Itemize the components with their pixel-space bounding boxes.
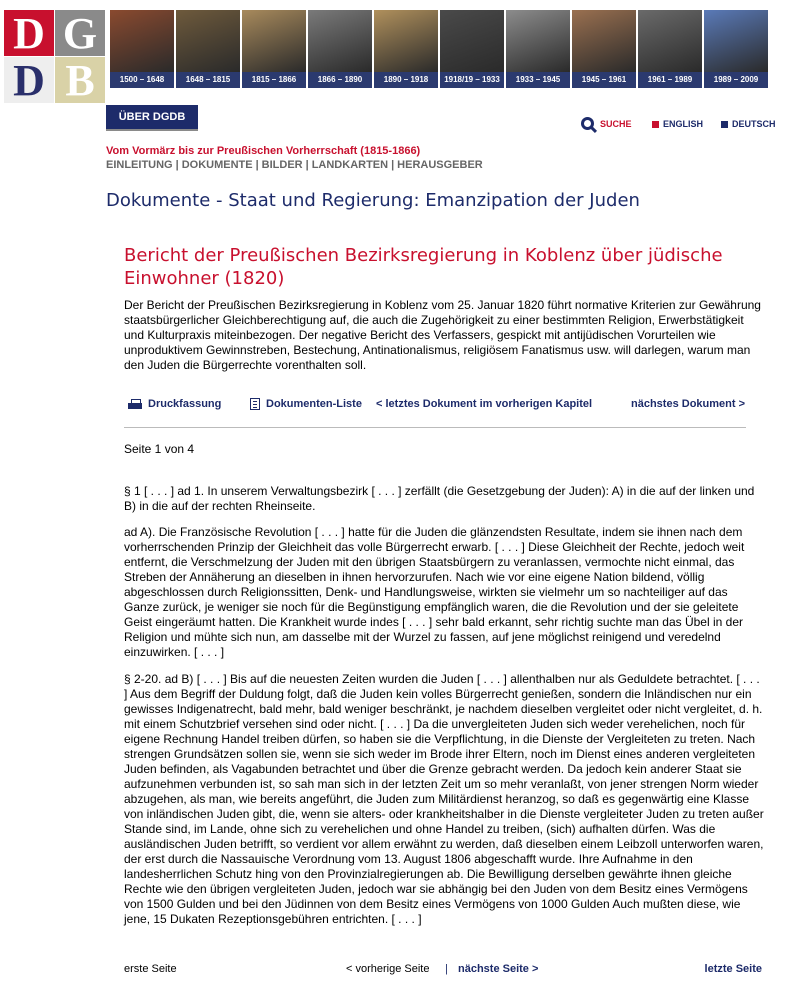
era-image <box>110 10 174 72</box>
document-introduction: Der Bericht der Preußischen Bezirksregierung in Koblenz vom 25. Januar 1820 führt normative Kriterien zur Gewährung staatsbürgerlicher Gleichberechtigung auf, die auch die Zugehörigkeit zu einer bestimmten Religion, Erwerbstätigkeit und Kulturpraxis miteinbezogen. Der negative Bericht des Verfassers, gespickt mit antijüdischen Vorurteilen wie unproduktivem Gewinnstreben, Bestechung, Antinationalismus, religiösem Fanatismus usw. will darlegen, warum man den Juden die Bürgerrechte vorenthalten soll. <box>124 298 761 372</box>
era-label: 1933 – 1945 <box>506 72 570 88</box>
pager-separator: | <box>445 963 448 975</box>
search-icon <box>581 117 594 130</box>
document-list-label: Dokumenten-Liste <box>266 398 362 410</box>
document-paragraph: ad A). Die Französische Revolution [ . . . ] hatte für die Juden die glänzendsten Resultate, indem sie ihnen nach dem vorherrschenden Prinzip der Gleichheit das volle Bürgerrecht erwarb. [ . . . ] Diese Gleichheit der Rechte, jedoch weit entfernt, die Verschmelzung der Juden mit den übrigen Staatsbürgern zu veranlassen, vermochte nicht einmal, das Streben der Annäherung an dieselben in ihnen hervorzurufen. Nach wie vor eine eigene Nation bildend, völlig abgeschlossen durch Religionssitten, Denk- und Handlungsweise, wirkten sie vielmehr um so nachteiliger auf das Ganze zurück, je weniger sie noch für die Begünstigung empfänglich waren, die die Revolution und der sie geleitete Geist eingeräumt hatten. Die Krankheit wurde indes [ . . . ] sehr bald erkannt, sehr richtig suchte man das Übel in der Religion und mühte sich nun, am dasselbe mit der Wurzel zu fassen, auf jene möglichst reinigend und veredelnd einzuwirken. [ . . . ] <box>124 525 745 659</box>
era-label: 1945 – 1961 <box>572 72 636 88</box>
era-tab-1866-1890[interactable] <box>308 10 372 88</box>
square-bullet-icon <box>652 121 659 128</box>
subnav-bilder[interactable]: BILDER <box>261 159 303 171</box>
language-english-link[interactable] <box>652 119 703 129</box>
section-subnav <box>106 159 483 171</box>
era-label: 1918/19 – 1933 <box>440 72 504 88</box>
document-list-icon <box>250 398 260 410</box>
language-english-label: ENGLISH <box>663 119 704 129</box>
era-label: 1815 – 1866 <box>242 72 306 88</box>
era-label: 1866 – 1890 <box>308 72 372 88</box>
logo-letter-d1: D <box>4 10 54 56</box>
era-image <box>242 10 306 72</box>
first-page-link: erste Seite <box>124 963 177 975</box>
print-version-link[interactable] <box>128 398 221 410</box>
era-image <box>506 10 570 72</box>
era-label: 1890 – 1918 <box>374 72 438 88</box>
era-tab-1961-1989[interactable] <box>638 10 702 88</box>
era-tab-1815-1866[interactable] <box>242 10 306 88</box>
next-document-link[interactable] <box>631 398 745 410</box>
document-list-link[interactable] <box>250 398 362 410</box>
logo-letter-b: B <box>55 57 105 103</box>
era-navigation <box>110 10 768 88</box>
era-tab-1890-1918[interactable] <box>374 10 438 88</box>
era-tab-1648-1815[interactable] <box>176 10 240 88</box>
language-german-link[interactable] <box>721 119 776 129</box>
page-indicator: Seite 1 von 4 <box>124 442 195 456</box>
era-image <box>374 10 438 72</box>
next-document-label: nächstes Dokument > <box>631 398 746 410</box>
era-tab-1989-2009[interactable] <box>704 10 768 88</box>
era-tab-1918-1933[interactable] <box>440 10 504 88</box>
era-image <box>704 10 768 72</box>
subnav-separator: | <box>391 159 395 171</box>
page-title: Dokumente - Staat und Regierung: Emanzipation der Juden <box>106 190 640 211</box>
document-paragraph: § 2-20. ad B) [ . . . ] Bis auf die neuesten Zeiten wurden die Juden [ . . . ] allenthalben nur als Geduldete betrachtet. [ . . . ] Aus dem Begriff der Duldung folgt, daß die Juden kein volles Bürgerrecht genießen, sondern die Inländischen nur ein gewisses Indigenatrecht, bald mehr, bald weniger beschränkt, je nachdem dieselben vergleitet oder nicht vergleitet, d. h. mit einem Schutzbrief versehen sind oder nicht. [ . . . ] Da die unvergleiteten Juden sich weder verehelichen, noch für eigene Rechnung Handel treiben dürfen, so haben sie die Verpflichtung, in die Dienste der Vergleiteten zu treten. Nach strengen Grundsätzen sollen sie, wenn sie sich weder im Brode ihrer Eltern, noch im Dienst eines anderen vergleiteten Juden befinden, als Vagabunden betrachtet und über die Grenze gebracht werden. Da jedoch kein anderer Staat sie aufzunehmen verbunden ist, so sah man sich in der letzten Zeit um so mehr veranlaßt, von jener strengen Norm wieder abzugehen, als man, wie bereits angeführt, die Juden zum Militärdienst heranzog, so daß es gegenwärtig eine Klasse von inländischen Juden gibt, die, wenn sie alters- oder krankheitshalber in die Dienste vergleiteter Juden zu treten außer Stande sind, im Lande, ohne sich zu verehelichen und ohne Handel zu treiben, (sich) aufhalten dürfen. Was die ausländischen Juden betrifft, so verdient vor allem erwähnt zu werden, daß dieselben einem Leibzoll unterworfen waren, der erst durch die Nassauische Verordnung vom 13. August 1806 abgeschafft wurde. Ihre Aufnahme in den landesherrlichen Schutz hing von den Provinzialregierungen ab. Die Bewilligung derselben gewährte ihnen gleiche Rechte wie den übrigen vergleiteten Juden, jedoch war sie abhängig bei den Juden von dem Besitz eines Vermögens von 1500 Gulden und bei den Jüdinnen von dem Besitz eines Vermögens von 1000 Gulden Auch mußten diese, wie jene, 15 Dukaten Rezeptionsgebühren entrichten. [ . . . ] <box>124 672 764 926</box>
previous-document-label: < letztes Dokument im vorherigen Kapitel <box>376 398 593 410</box>
era-image <box>308 10 372 72</box>
subnav-landkarten[interactable]: LANDKARTEN <box>311 159 389 171</box>
subnav-dokumente[interactable]: DOKUMENTE <box>181 159 253 171</box>
print-version-label: Druckfassung <box>148 398 222 410</box>
period-title: Vom Vormärz bis zur Preußischen Vorherrschaft (1815-1866) <box>106 145 421 157</box>
next-page-link[interactable]: nächste Seite > <box>458 963 539 975</box>
era-tab-1500-1648[interactable] <box>110 10 174 88</box>
document-paragraph: § 1 [ . . . ] ad 1. In unserem Verwaltungsbezirk [ . . . ] zerfällt (die Gesetzgebung der Juden): A) in die auf der linken und B) in die auf der rechten Rheinseite. <box>124 484 755 513</box>
era-label: 1500 – 1648 <box>110 72 174 88</box>
pagination <box>124 963 764 978</box>
about-dgdb-button[interactable]: ÜBER DGDB <box>106 105 198 131</box>
era-tab-1945-1961[interactable] <box>572 10 636 88</box>
last-page-link[interactable]: letzte Seite <box>704 963 762 975</box>
subnav-herausgeber[interactable]: HERAUSGEBER <box>397 159 483 171</box>
previous-page-link: < vorherige Seite <box>346 963 430 975</box>
era-image <box>638 10 702 72</box>
logo-letter-d2: D <box>4 57 54 103</box>
document-title: Bericht der Preußischen Bezirksregierung in Koblenz über jüdische Einwohner (1820) <box>124 245 723 289</box>
square-bullet-icon <box>721 121 728 128</box>
era-image <box>440 10 504 72</box>
search-label: SUCHE <box>600 118 632 129</box>
printer-icon <box>128 399 142 410</box>
search-link[interactable] <box>581 117 632 130</box>
subnav-einleitung[interactable]: EINLEITUNG <box>106 159 173 171</box>
era-label: 1989 – 2009 <box>704 72 768 88</box>
subnav-separator: | <box>255 159 259 171</box>
subnav-separator: | <box>175 159 179 171</box>
previous-document-link[interactable] <box>376 398 592 410</box>
dgdb-logo[interactable] <box>4 10 106 104</box>
era-label: 1648 – 1815 <box>176 72 240 88</box>
era-label: 1961 – 1989 <box>638 72 702 88</box>
divider <box>124 427 746 428</box>
subnav-separator: | <box>305 159 309 171</box>
era-tab-1933-1945[interactable] <box>506 10 570 88</box>
logo-letter-g: G <box>55 10 105 56</box>
language-german-label: DEUTSCH <box>732 119 776 129</box>
era-image <box>176 10 240 72</box>
document-toolbar <box>124 398 764 416</box>
era-image <box>572 10 636 72</box>
